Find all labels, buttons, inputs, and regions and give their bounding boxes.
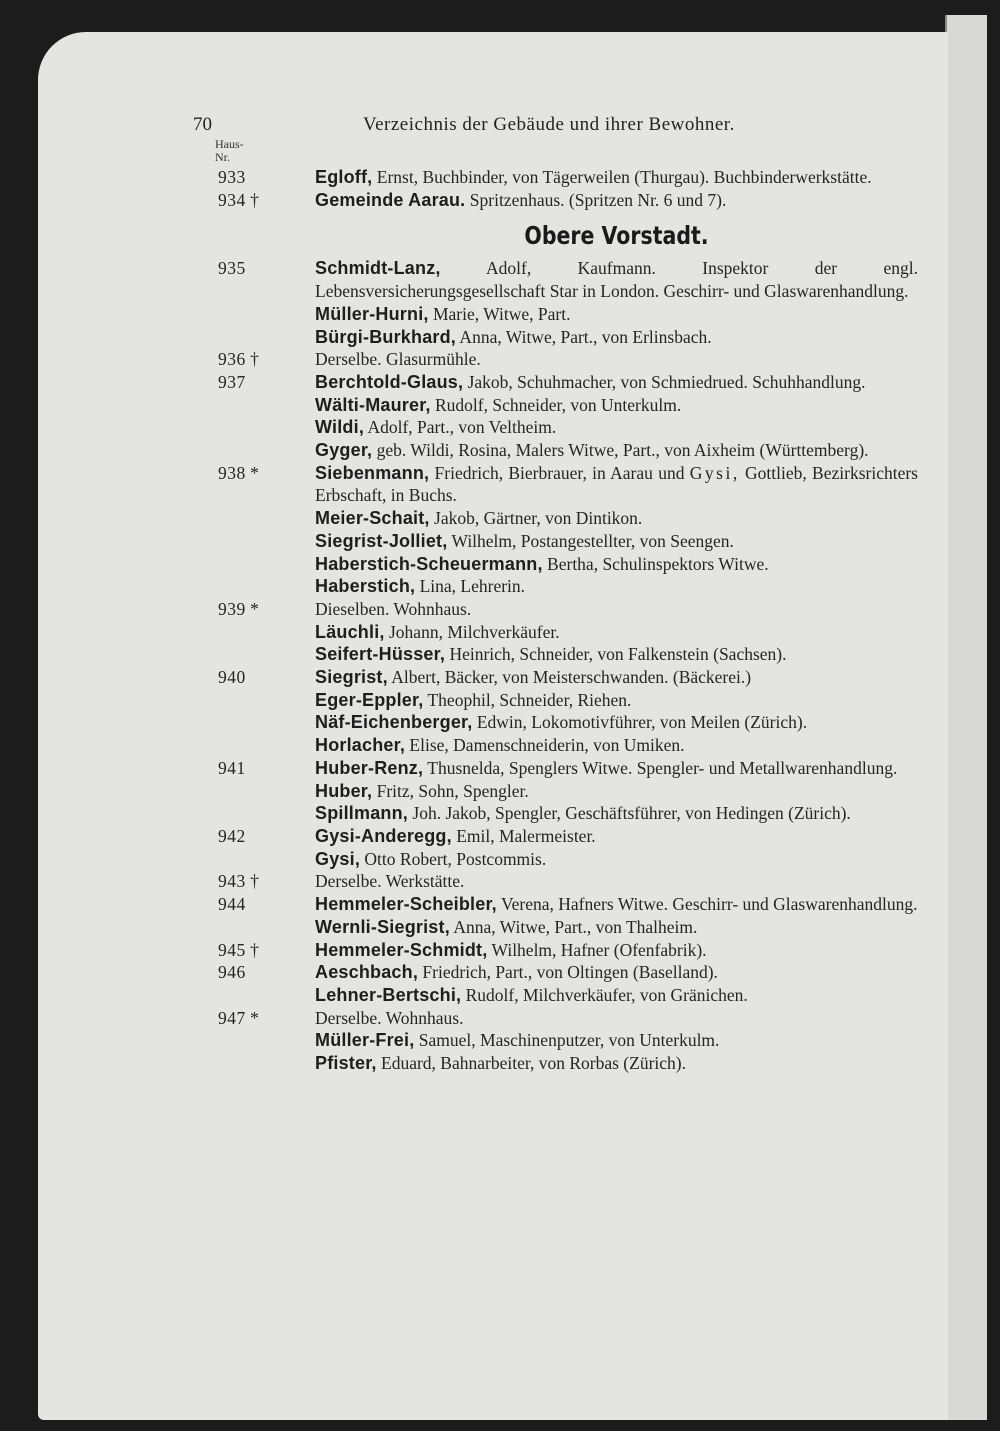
entry-details: Elise, Damenschneiderin, von Umiken. [405, 735, 685, 756]
entry-text [315, 303, 918, 326]
entry-text [315, 1052, 918, 1075]
building-type-mark: † [250, 189, 260, 210]
entry-text [315, 371, 918, 394]
directory-entry [38, 1052, 948, 1075]
entry-details: Samuel, Maschinenputzer, von Unterkulm. [414, 1030, 720, 1051]
directory-entry [38, 893, 948, 916]
house-number-value: 940 [218, 667, 246, 688]
house-number [218, 575, 314, 598]
entry-details: Albert, Bäcker, von Meisterschwanden. (Bäckerei.) [387, 667, 752, 688]
resident-name: Huber-Renz, [315, 757, 424, 778]
entry-details: Jakob, Gärtner, von Dintikon. [429, 508, 643, 529]
entry-details: Anna, Witwe, Part., von Erlinsbach. [456, 326, 712, 347]
entry-text [315, 621, 918, 644]
entry-text [315, 870, 918, 893]
house-number-value: 938 [218, 462, 246, 483]
resident-name: Gysi, [315, 848, 361, 869]
entry-text [315, 643, 918, 666]
resident-name: Aeschbach, [315, 962, 419, 983]
resident-name: Bürgi-Burkhard, [315, 326, 457, 347]
directory-entry [38, 575, 948, 598]
resident-name: Schmidt-Lanz, [315, 258, 441, 279]
house-number [218, 166, 314, 189]
entry-details: Rudolf, Milchverkäufer, von Gränichen. [461, 984, 748, 1005]
entry-text [315, 916, 918, 939]
entry-text [315, 939, 918, 962]
house-number [218, 439, 314, 462]
entry-text [315, 507, 918, 530]
house-number-value: 944 [218, 894, 246, 915]
entry-details: Derselbe. Glasurmühle. [315, 349, 481, 370]
directory-entry [38, 939, 948, 962]
directory-entry [38, 166, 948, 189]
entry-text [315, 575, 918, 598]
directory-entry [38, 530, 948, 553]
resident-name: Siegrist, [315, 667, 388, 688]
house-number [218, 416, 314, 439]
resident-name: Siegrist-Jolliet, [315, 530, 448, 551]
entry-details: geb. Wildi, Rosina, Malers Witwe, Part., von Aixheim (Württemberg). [372, 440, 869, 461]
entry-text [315, 689, 918, 712]
entry-details: Emil, Malermeister. [451, 825, 596, 846]
entry-details: Otto Robert, Postcommis. [360, 848, 547, 869]
directory-entry [38, 802, 948, 825]
entry-text [315, 802, 918, 825]
house-number [218, 825, 314, 848]
directory-listing [38, 166, 948, 1075]
entry-details: Friedrich, Part., von Oltingen (Baselland). [418, 962, 718, 983]
house-number [218, 1029, 314, 1052]
entry-text [315, 530, 918, 553]
house-number [218, 916, 314, 939]
house-number [218, 303, 314, 326]
entry-details: Eduard, Bahnarbeiter, von Rorbas (Zürich). [376, 1053, 686, 1074]
entry-details: Dieselben. Wohnhaus. [315, 598, 472, 619]
entry-text [315, 893, 918, 916]
directory-entry [38, 780, 948, 803]
house-number [218, 598, 314, 621]
column-label-line-2: Nr. [215, 150, 230, 164]
resident-name: Gysi-Anderegg, [315, 825, 452, 846]
entry-text [315, 326, 918, 349]
entry-text [315, 757, 918, 780]
resident-name: Hemmeler-Scheibler, [315, 894, 497, 915]
house-number [218, 553, 314, 576]
house-number [218, 257, 314, 280]
house-number-value: 943 [218, 871, 246, 892]
entry-details: Johann, Milchverkäufer. [384, 621, 560, 642]
entry-text [315, 984, 918, 1007]
directory-entry [38, 621, 948, 644]
directory-entry [38, 689, 948, 712]
directory-entry [38, 348, 948, 371]
entry-text [315, 598, 918, 621]
directory-entry [38, 303, 948, 326]
column-label-line-1: Haus- [215, 137, 244, 151]
house-number [218, 734, 314, 757]
directory-entry [38, 394, 948, 417]
house-number [218, 462, 314, 485]
house-number [218, 757, 314, 780]
entry-details: Derselbe. Werkstätte. [315, 871, 465, 892]
resident-name: Berchtold-Glaus, [315, 371, 464, 392]
directory-entry [38, 848, 948, 871]
resident-name: Näf-Eichenberger, [315, 712, 473, 733]
building-type-mark: * [250, 598, 260, 619]
house-number-value: 934 [218, 189, 246, 210]
directory-entry [38, 734, 948, 757]
house-number-value: 937 [218, 371, 246, 392]
entry-details: Jakob, Schuhmacher, von Schmiedrued. Schuhhandlung. [463, 371, 866, 392]
resident-name: Pfister, [315, 1053, 377, 1074]
directory-entry [38, 757, 948, 780]
resident-name: Siebenmann, [315, 462, 430, 483]
entry-details: Wilhelm, Hafner (Ofenfabrik). [487, 939, 707, 960]
entry-text [315, 666, 918, 689]
entry-details: Edwin, Lokomotivführer, von Meilen (Zürich). [472, 712, 808, 733]
house-number [218, 961, 314, 984]
directory-entry [38, 553, 948, 576]
entry-text [315, 711, 918, 734]
directory-entry [38, 643, 948, 666]
running-title: Verzeichnis der Gebäude und ihrer Bewohner. [363, 114, 735, 135]
resident-name: Eger-Eppler, [315, 689, 424, 710]
directory-entry [38, 189, 948, 212]
building-type-mark: † [250, 349, 260, 370]
entry-details: Spritzenhaus. (Spritzen Nr. 6 und 7). [465, 189, 727, 210]
house-number-column-label [215, 138, 244, 164]
house-number [218, 1007, 314, 1030]
entry-details: Joh. Jakob, Spengler, Geschäftsführer, von Hedingen (Zürich). [408, 803, 851, 824]
entry-details: Adolf, Part., von Veltheim. [364, 417, 557, 438]
directory-entry [38, 916, 948, 939]
resident-name: Horlacher, [315, 735, 406, 756]
entry-details: Verena, Hafners Witwe. Geschirr- und Glaswarenhandlung. [496, 894, 918, 915]
directory-entry [38, 257, 948, 302]
directory-entry [38, 666, 948, 689]
directory-entry [38, 507, 948, 530]
house-number [218, 780, 314, 803]
resident-name: Huber, [315, 780, 373, 801]
page-number: 70 [193, 114, 212, 135]
entry-details: Adolf, Kaufmann. Inspektor der engl. Lebensversicherungsgesellschaft Star in London. Geschirr- und Glaswarenhandlung. [315, 258, 918, 302]
directory-entry [38, 371, 948, 394]
house-number [218, 189, 314, 212]
house-number-value: 936 [218, 349, 246, 370]
entry-text [315, 553, 918, 576]
resident-name: Wildi, [315, 417, 365, 438]
entry-details: Derselbe. Wohnhaus. [315, 1007, 464, 1028]
section-title: Obere Vorstadt. [524, 221, 709, 251]
entry-text [315, 961, 918, 984]
entry-details-continued: Gottlieb, Bezirksrichters Erbschaft, in Buchs. [315, 462, 918, 506]
entry-details: Bertha, Schulinspektors Witwe. [542, 553, 769, 574]
resident-name: Egloff, [315, 167, 373, 187]
house-number [218, 848, 314, 871]
resident-name: Seifert-Hüsser, [315, 644, 446, 665]
entry-details: Fritz, Sohn, Spengler. [372, 780, 529, 801]
resident-name: Wernli-Siegrist, [315, 916, 450, 937]
entry-details: Theophil, Schneider, Riehen. [423, 689, 632, 710]
house-number-value: 945 [218, 939, 246, 960]
entry-details: Marie, Witwe, Part. [428, 303, 571, 324]
house-number [218, 893, 314, 916]
house-number [218, 621, 314, 644]
entry-details: Ernst, Buchbinder, von Tägerweilen (Thurgau). Buchbinderwerkstätte. [372, 167, 872, 187]
entry-text [315, 189, 918, 212]
house-number [218, 371, 314, 394]
entry-text [315, 394, 918, 417]
house-number [218, 870, 314, 893]
entry-details: Friedrich, Bierbrauer, in Aarau und [429, 462, 690, 483]
resident-name: Haberstich, [315, 576, 416, 597]
building-type-mark: † [250, 939, 260, 960]
entry-text [315, 439, 918, 462]
entry-text [315, 780, 918, 803]
house-number [218, 394, 314, 417]
house-number-value: 939 [218, 598, 246, 619]
house-number [218, 1052, 314, 1075]
resident-name: Lehner-Bertschi, [315, 984, 462, 1005]
resident-name: Hemmeler-Schmidt, [315, 939, 488, 960]
book-page [38, 32, 948, 1420]
directory-entry [38, 1007, 948, 1030]
house-number [218, 643, 314, 666]
resident-name: Müller-Hurni, [315, 303, 429, 324]
entry-text [315, 462, 918, 507]
house-number [218, 348, 314, 371]
resident-name: Haberstich-Scheuermann, [315, 553, 543, 574]
entry-details: Rudolf, Schneider, von Unterkulm. [430, 394, 682, 415]
entry-details: Thusnelda, Spenglers Witwe. Spengler- und Metallwarenhandlung. [423, 757, 898, 778]
entry-text [315, 166, 918, 189]
house-number [218, 984, 314, 1007]
house-number [218, 326, 314, 349]
entry-text [315, 848, 918, 871]
entry-details: Lina, Lehrerin. [415, 576, 526, 597]
house-number [218, 939, 314, 962]
building-type-mark: * [250, 1007, 260, 1028]
directory-entry [38, 416, 948, 439]
directory-entry [38, 825, 948, 848]
resident-name: Läuchli, [315, 621, 385, 642]
resident-name: Müller-Frei, [315, 1030, 415, 1051]
house-number-value: 933 [218, 167, 246, 187]
entry-text [315, 1007, 918, 1030]
adjacent-page-edge [945, 15, 987, 1420]
directory-entry [38, 961, 948, 984]
directory-entry [38, 439, 948, 462]
resident-name: Gemeinde Aarau. [315, 189, 466, 210]
directory-entry [38, 870, 948, 893]
entry-details: Wilhelm, Postangestellter, von Seengen. [447, 530, 734, 551]
house-number [218, 711, 314, 734]
house-number-value: 942 [218, 825, 246, 846]
house-number [218, 507, 314, 530]
entry-text [315, 734, 918, 757]
resident-name: Gyger, [315, 440, 373, 461]
house-number-value: 947 [218, 1007, 246, 1028]
directory-entry [38, 984, 948, 1007]
entry-text [315, 825, 918, 848]
entry-text [315, 416, 918, 439]
building-type-mark: † [250, 871, 260, 892]
directory-entry [38, 1029, 948, 1052]
house-number-value: 935 [218, 258, 246, 279]
entry-text [315, 348, 918, 371]
entry-details: Anna, Witwe, Part., von Thalheim. [449, 916, 698, 937]
resident-name: Wälti-Maurer, [315, 394, 431, 415]
directory-entry [38, 326, 948, 349]
house-number-value: 941 [218, 757, 246, 778]
house-number [218, 802, 314, 825]
entry-text [315, 257, 918, 302]
resident-name: Spillmann, [315, 803, 409, 824]
house-number-value: 946 [218, 962, 246, 983]
directory-entry [38, 711, 948, 734]
directory-entry [38, 598, 948, 621]
building-type-mark: * [250, 462, 260, 483]
entry-details: Heinrich, Schneider, von Falkenstein (Sachsen). [445, 644, 787, 665]
spaced-name: Gysi, [689, 462, 740, 483]
house-number [218, 689, 314, 712]
page-header [38, 114, 948, 140]
house-number [218, 530, 314, 553]
resident-name: Meier-Schait, [315, 508, 430, 529]
house-number [218, 666, 314, 689]
entry-text [315, 1029, 918, 1052]
directory-entry [38, 462, 948, 507]
